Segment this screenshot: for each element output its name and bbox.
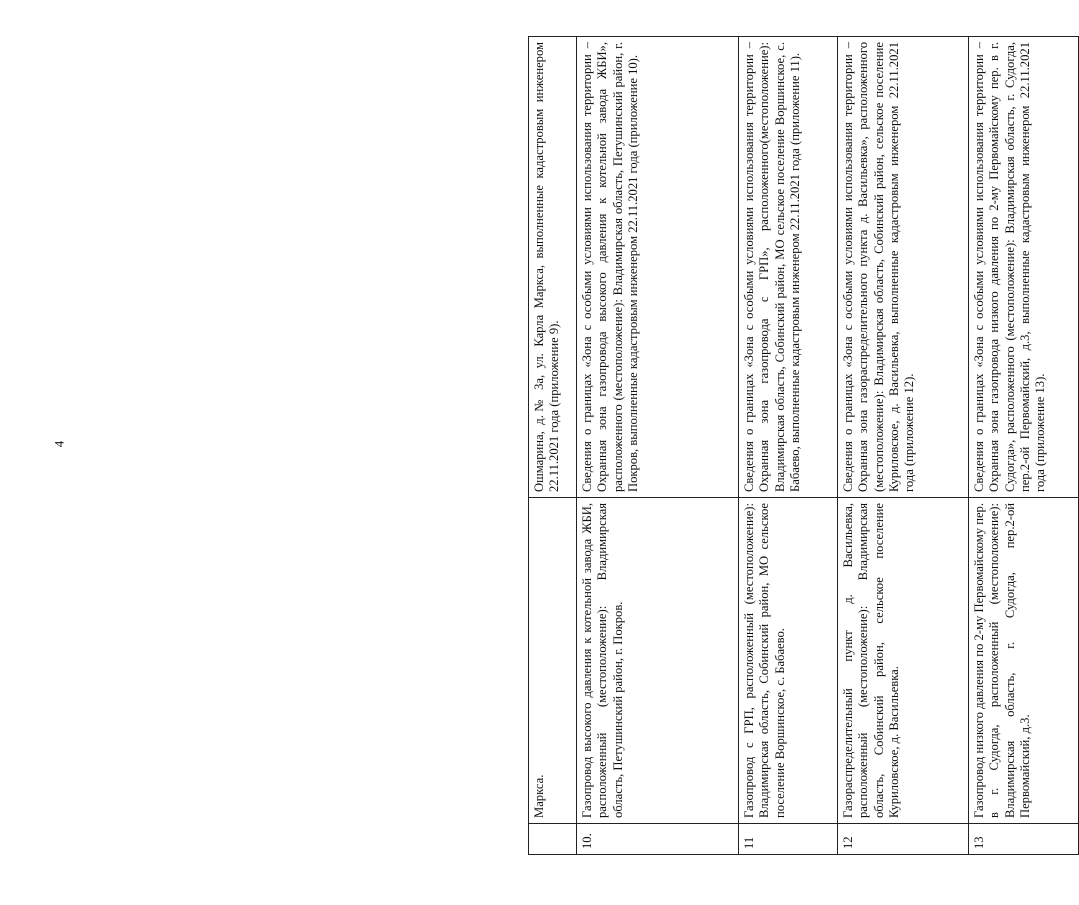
row-number-cell: 12 [838, 824, 969, 855]
table-row [969, 37, 1079, 855]
table-row [838, 37, 969, 855]
page-number: 4 [51, 440, 67, 448]
table-row [739, 37, 838, 855]
object-name-cell: Газопровод низкого давления по 2-му Первомайскому пер. в г. Судогда, расположенный (местоположение): Владимирская область, г. Судогда, пер.2-ой Первомайский, д.3. [969, 498, 1079, 824]
row-number-cell [529, 824, 577, 855]
row-number-cell: 11 [739, 824, 838, 855]
object-name-cell: Газопровод высокого давления к котельной завода ЖБИ, расположенный (местоположение): Владимирская область, Петушинский район, г. Покров. [577, 498, 739, 824]
row-number-cell: 13 [969, 824, 1079, 855]
zone-info-cell: Ошмарина, д.№ 3а, ул. Карла Маркса, выполненные кадастровым инженером 22.11.2021 года (приложение 9). [529, 37, 577, 498]
row-number-cell: 10. [577, 824, 739, 855]
table-row [529, 37, 577, 855]
table-row [577, 37, 739, 855]
zone-info-cell: Сведения о границах «Зона с особыми условиями использования территории – Охранная зона газопровода с ГРП», расположенного(местоположение): Владимирская область, Собинский район, МО сельское поселение Воршинское, с. Бабаево, выполненные кадастровым инженером 22.11.2021 года (приложение 11). [739, 37, 838, 498]
object-name-cell: Газораспределительный пункт д. Васильевка, расположенный (местоположение): Владимирская область, Собинский район, сельское поселение Куриловское, д. Васильевка. [838, 498, 969, 824]
zone-info-cell: Сведения о границах «Зона с особыми условиями использования территории – Охранная зона газораспределительного пункта д. Васильевка», расположенного (местоположение): Владимирская область, Собинский район, сельское поселение Куриловское, д. Васильевка, выполненные кадастровым инженером 22.11.2021 года (приложение 12). [838, 37, 969, 498]
document-table-rotated [528, 37, 1078, 855]
document-table [528, 36, 1079, 855]
zone-info-cell: Сведения о границах «Зона с особыми условиями использования территории – Охранная зона газопровода высокого давления к котельной завода ЖБИ», расположенного (местоположение): Владимирская область, Петушинский район, г. Покров, выполненные кадастровым инженером 22.11.2021 года (приложение 10). [577, 37, 739, 498]
object-name-cell: Маркса. [529, 498, 577, 824]
object-name-cell: Газопровод с ГРП, расположенный (местоположение): Владимирская область, Собинский район, МО сельское поселение Воршинское, с. Бабаево. [739, 498, 838, 824]
zone-info-cell: Сведения о границах «Зона с особыми условиями использования территории – Охранная зона газопровода низкого давления по 2-му Первомайскому пер. в г. Судогда», расположенного (местоположение): Владимирская область, г. Судогда, пер.2-ой Первомайский, д.3, выполненные кадастровым инженером 22.11.2021 года (приложение 13). [969, 37, 1079, 498]
